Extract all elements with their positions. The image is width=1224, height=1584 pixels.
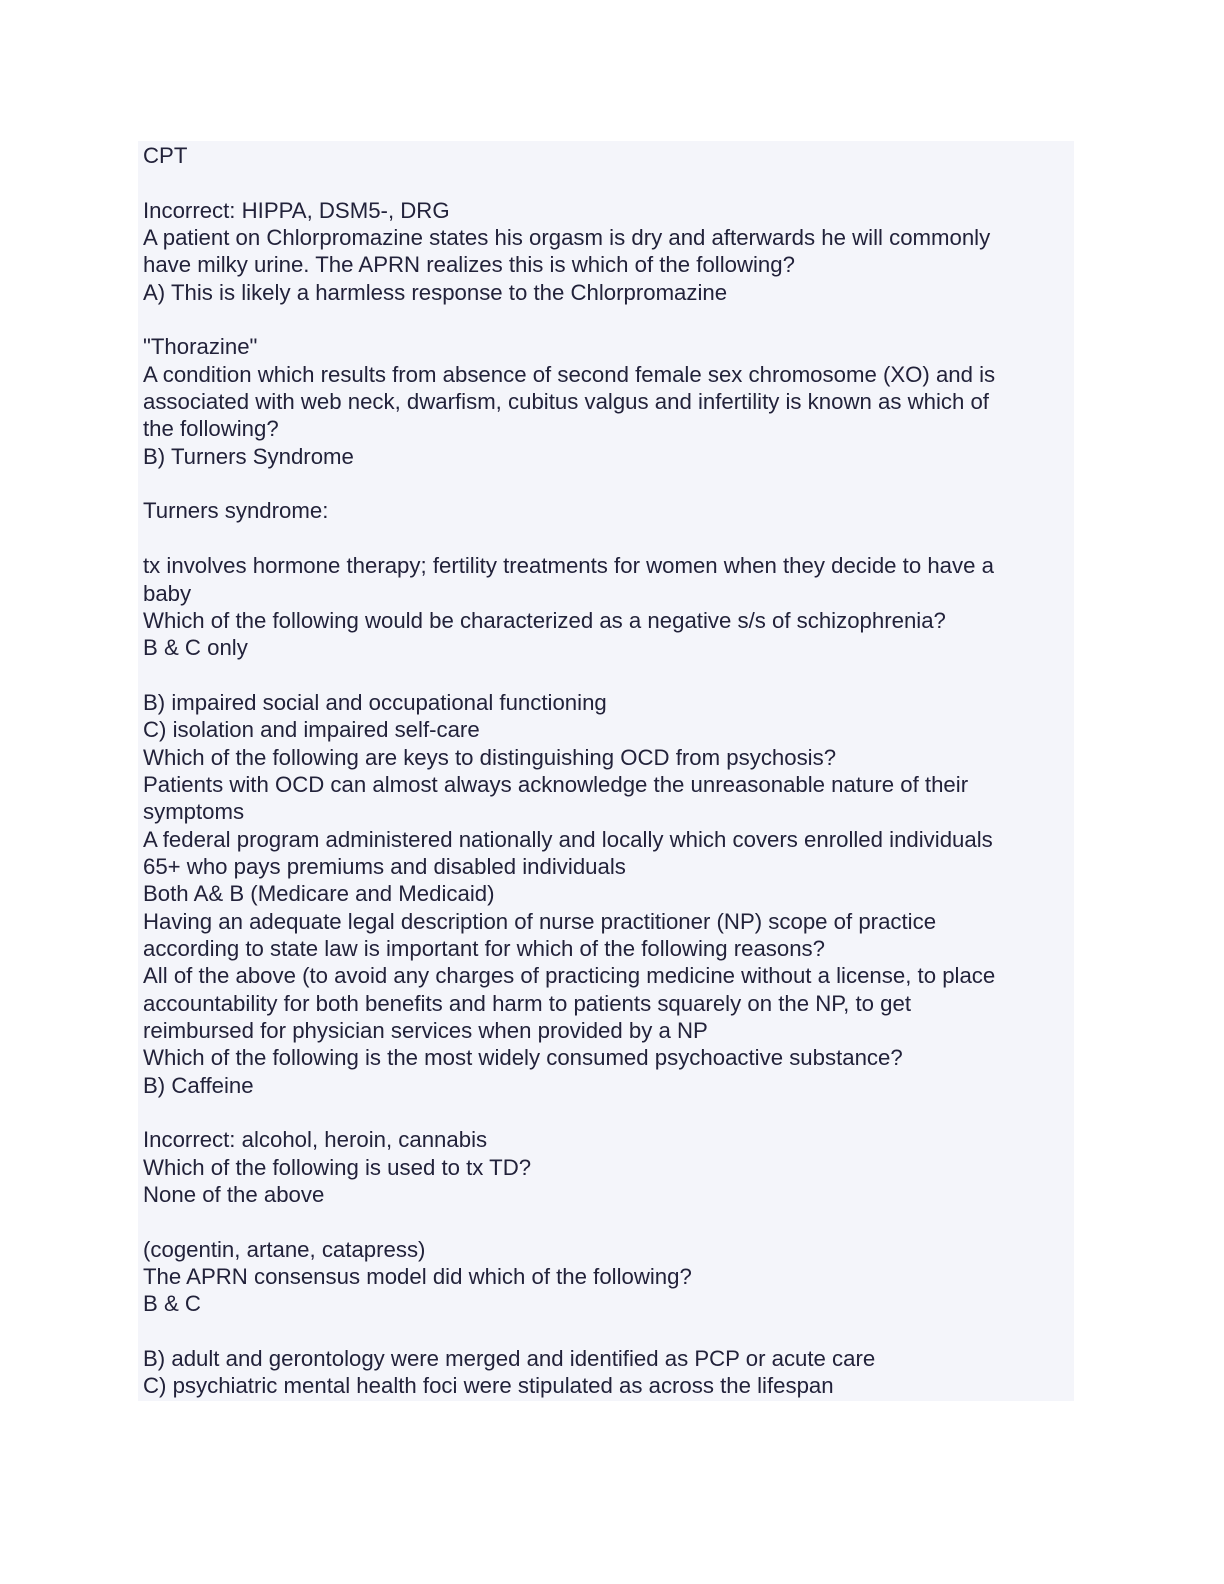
text-line: the following?	[143, 416, 279, 442]
text-line: symptoms	[143, 799, 245, 825]
text-line: Patients with OCD can almost always acknowledge the unreasonable nature of their	[143, 771, 969, 797]
text-line: Incorrect: HIPPA, DSM5-, DRG	[143, 197, 450, 223]
text-line: Turners syndrome:	[143, 498, 329, 524]
text-line: All of the above (to avoid any charges of practicing medicine without a license, to place	[143, 963, 996, 989]
blank-line	[143, 662, 1074, 689]
text-line: Having an adequate legal description of nurse practitioner (NP) scope of practice	[143, 908, 937, 934]
text-line: baby	[143, 580, 192, 606]
text-line: have milky urine. The APRN realizes this is which of the following?	[143, 252, 795, 278]
text-line: 65+ who pays premiums and disabled individuals	[143, 853, 626, 879]
text-line: A federal program administered nationally and locally which covers enrolled individuals	[143, 826, 993, 852]
text-line: A condition which results from absence of second female sex chromosome (XO) and is	[143, 361, 996, 387]
text-line: CPT	[143, 143, 188, 168]
text-line: Incorrect: alcohol, heroin, cannabis	[143, 1127, 488, 1153]
text-line: B & C only	[143, 635, 248, 661]
text-line: A) This is likely a harmless response to the Chlorpromazine	[143, 279, 728, 305]
blank-line	[143, 1318, 1074, 1345]
blank-line	[143, 525, 1074, 552]
text-line: C) psychiatric mental health foci were stipulated as across the lifespan	[143, 1373, 834, 1399]
text-line: B) impaired social and occupational functioning	[143, 689, 607, 715]
text-line: "Thorazine"	[143, 334, 258, 360]
text-line: associated with web neck, dwarfism, cubitus valgus and infertility is known as which of	[143, 389, 989, 415]
blank-line	[143, 306, 1074, 333]
text-line: Which of the following is used to tx TD?	[143, 1154, 532, 1180]
text-line: accountability for both benefits and harm to patients squarely on the NP, to get	[143, 990, 912, 1016]
text-line: (cogentin, artane, catapress)	[143, 1236, 426, 1262]
blank-line	[143, 169, 1074, 196]
text-line: B) adult and gerontology were merged and identified as PCP or acute care	[143, 1346, 876, 1372]
text-line: B) Turners Syndrome	[143, 443, 354, 469]
blank-line	[143, 470, 1074, 497]
text-line: C) isolation and impaired self-care	[143, 717, 480, 743]
text-line: None of the above	[143, 1182, 325, 1208]
text-line: B) Caffeine	[143, 1072, 254, 1098]
text-line: Which of the following are keys to distinguishing OCD from psychosis?	[143, 744, 837, 770]
document-text-block	[138, 141, 1074, 1401]
text-line: The APRN consensus model did which of the following?	[143, 1264, 692, 1290]
text-line: B & C	[143, 1291, 201, 1317]
text-line: A patient on Chlorpromazine states his orgasm is dry and afterwards he will commonly	[143, 225, 991, 251]
text-line: Both A& B (Medicare and Medicaid)	[143, 881, 495, 907]
text-line: reimbursed for physician services when provided by a NP	[143, 1018, 708, 1043]
text-line: tx involves hormone therapy; fertility treatments for women when they decide to have a	[143, 553, 994, 579]
text-line: according to state law is important for which of the following reasons?	[143, 935, 825, 961]
blank-line	[143, 1099, 1074, 1126]
text-line: Which of the following would be characterized as a negative s/s of schizophrenia?	[143, 607, 946, 633]
blank-line	[143, 1208, 1074, 1235]
text-line: Which of the following is the most widely consumed psychoactive substance?	[143, 1045, 903, 1071]
